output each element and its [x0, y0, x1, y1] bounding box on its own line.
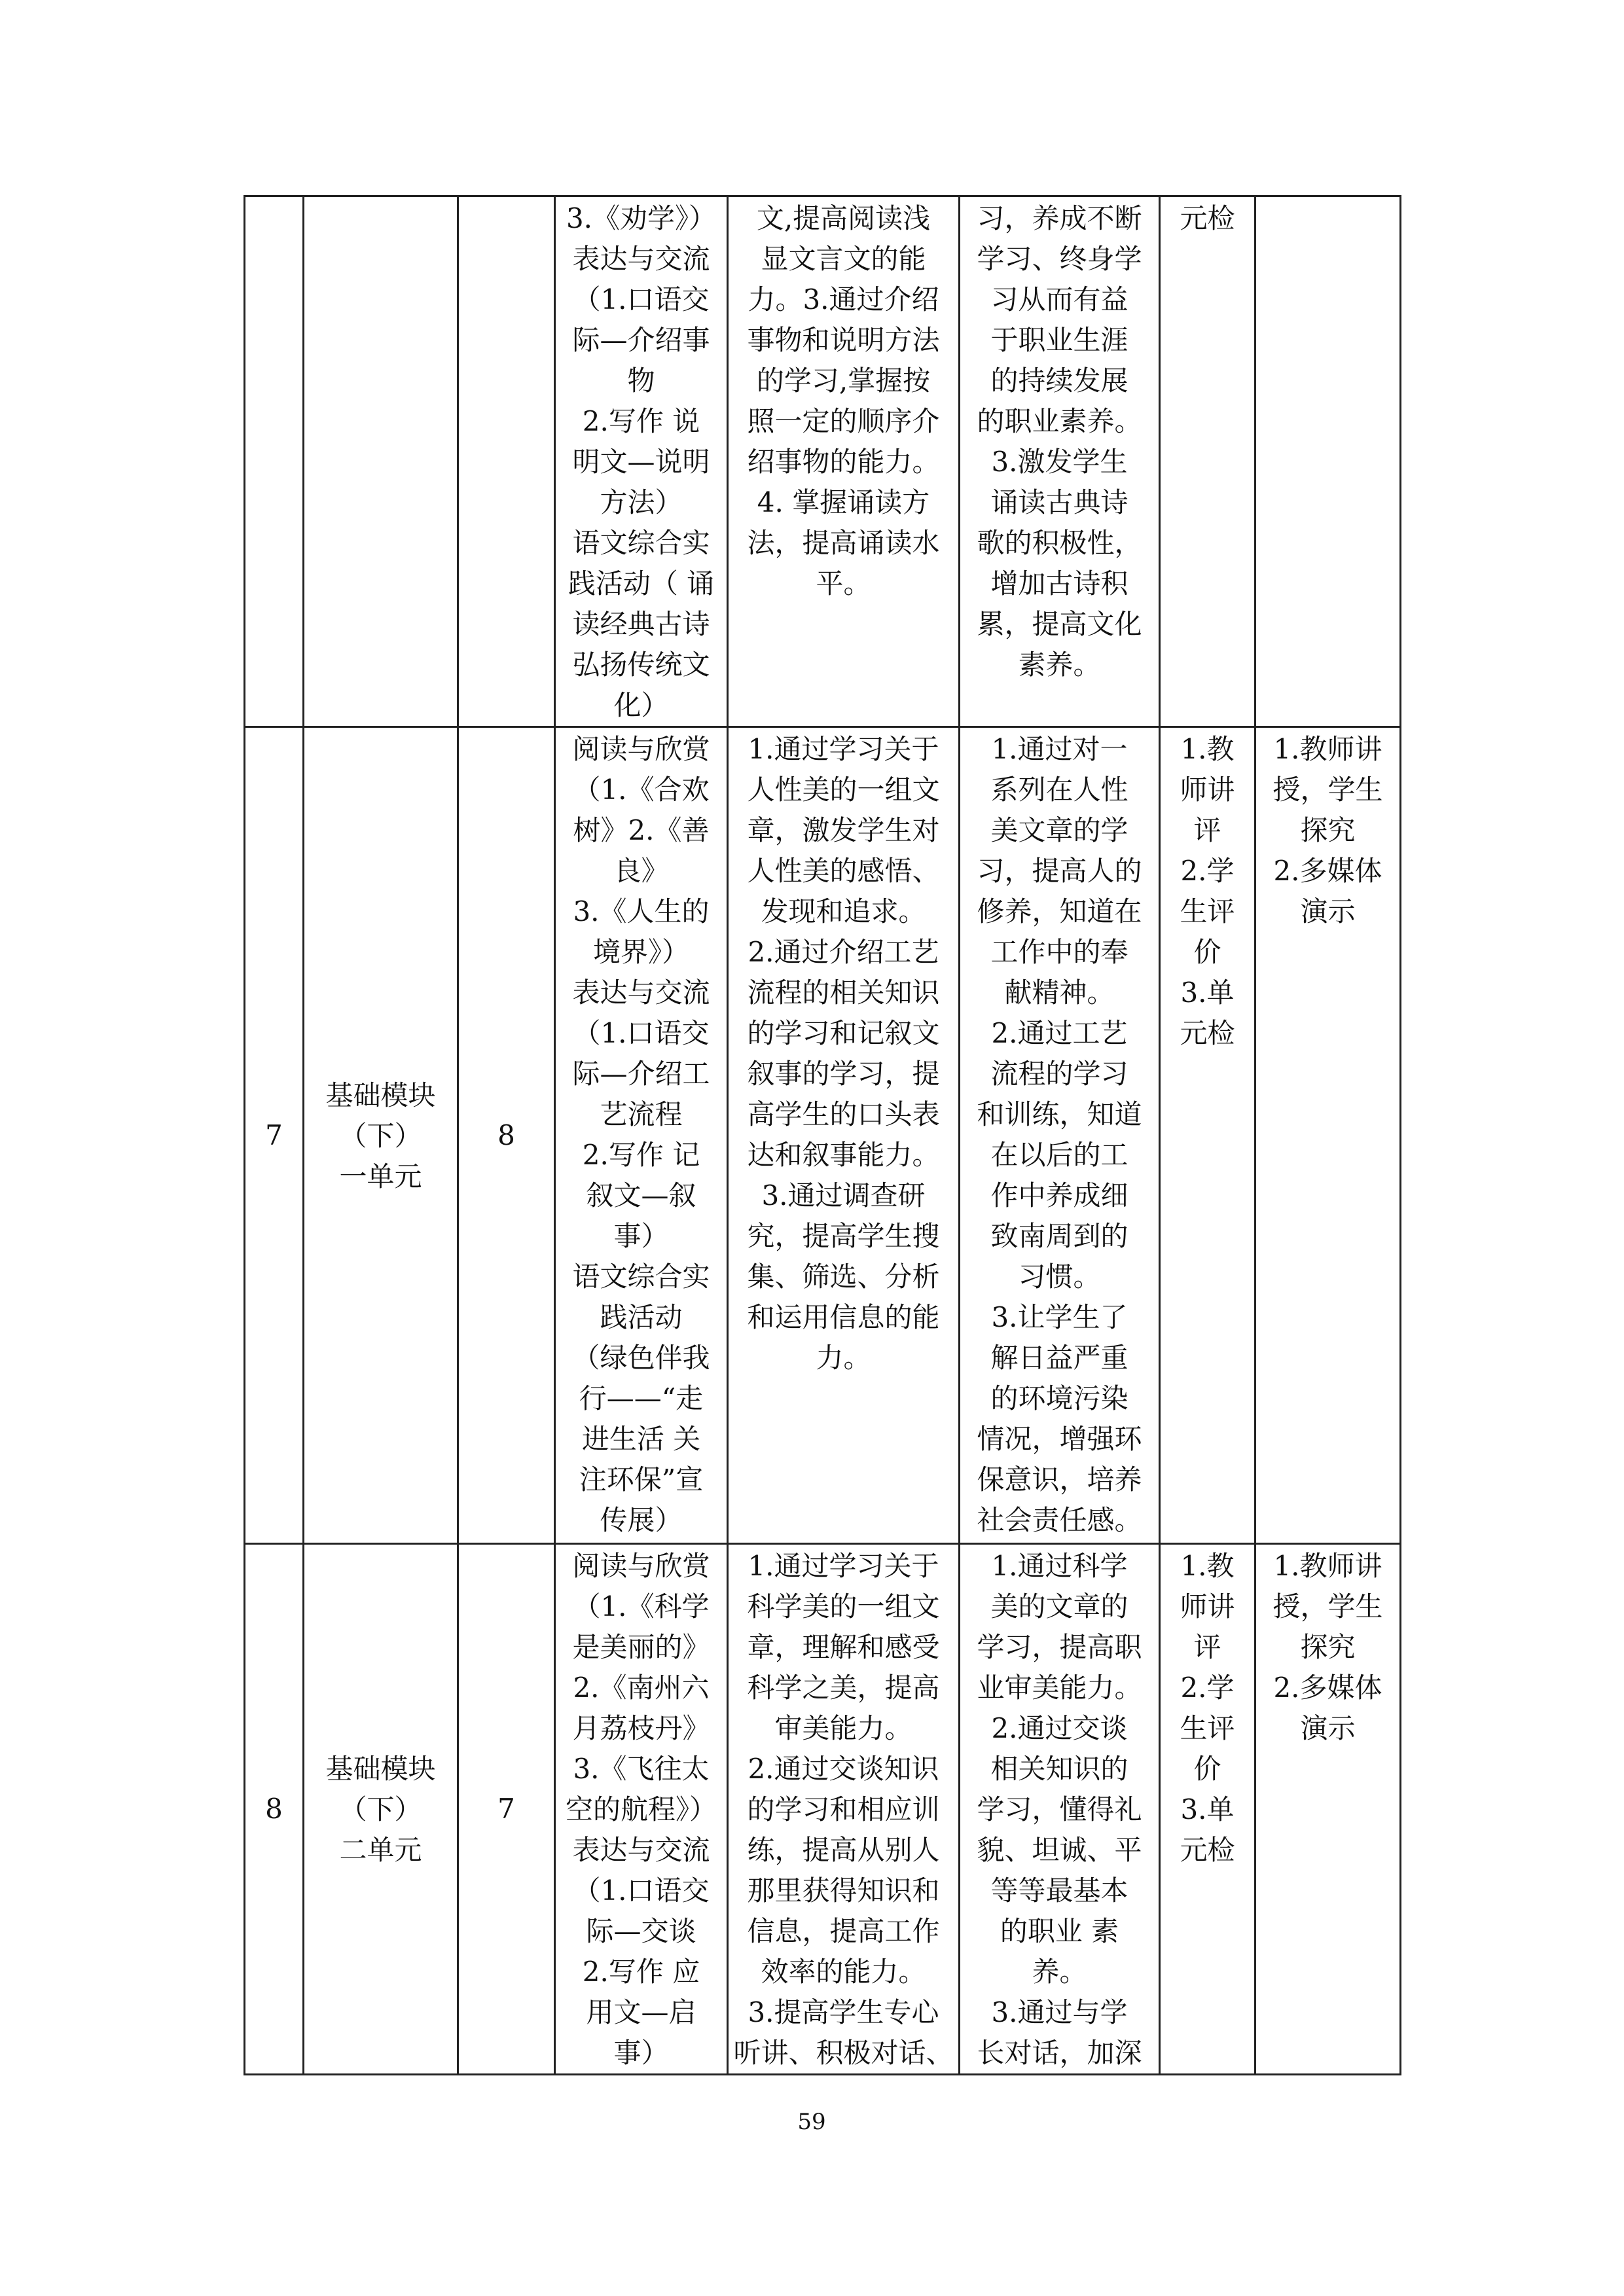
curriculum-table [244, 195, 1401, 2075]
assessment-cell [1160, 1544, 1255, 2075]
cell-line: 效率的能力。 [761, 1956, 926, 1988]
cell-line: 3.单 [1180, 1793, 1235, 1825]
cell-line: （1.《合欢 [573, 774, 710, 806]
cell-line: 学习，懂得礼 [977, 1793, 1142, 1825]
cell-line: 学习、终身学 [977, 243, 1142, 275]
cell-line: 增加古诗积 [990, 567, 1128, 600]
cell-line: （1.口语交 [573, 1874, 710, 1907]
cell-line: 探究 [1300, 1631, 1356, 1663]
cell-line: 价 [1193, 936, 1221, 968]
module-cell [304, 1544, 458, 2075]
cell-line: 学习，提高职 [977, 1631, 1142, 1663]
cell-line: 艺流程 [600, 1098, 683, 1130]
cell-line: 传展） [600, 1504, 683, 1536]
cell-line: 2.学 [1180, 1672, 1235, 1704]
cell-line: 弘扬传统文 [572, 649, 710, 681]
cell-line: 1.通过对一 [991, 733, 1128, 765]
cell-line: 习，养成不断 [977, 202, 1142, 234]
cell-line: 读经典古诗 [572, 608, 710, 640]
cell-line: 1.通过学习关于 [748, 733, 939, 765]
cell-line: 平。 [816, 567, 871, 600]
cell-line: 3.单 [1180, 977, 1235, 1009]
cell-line: 生评 [1180, 1712, 1235, 1744]
content-cell [555, 727, 728, 1544]
cell-line: 文,提高阅读浅 [756, 202, 931, 234]
cell-line: 事物和说明方法 [747, 324, 940, 356]
cell-line: 发现和追求。 [761, 895, 926, 927]
cell-line: 3.《飞往太 [573, 1753, 710, 1785]
cell-line: 元检 [1180, 1017, 1235, 1049]
cell-line: 相关知识的 [990, 1753, 1128, 1785]
cell-line: 良》 [613, 855, 669, 887]
cell-line: 社会责任感。 [977, 1504, 1142, 1536]
cell-line: 高学生的口头表 [747, 1098, 940, 1130]
cell-line: 美的文章的 [990, 1590, 1128, 1623]
cell-line: 践活动（ 诵 [568, 567, 715, 600]
cell-line: 元检 [1180, 1834, 1235, 1866]
cell-line: 际—交谈 [586, 1915, 696, 1947]
cell-line: 元检 [1180, 202, 1235, 234]
cell-line: 力。 [816, 1342, 871, 1374]
cell-line: 在以后的工 [990, 1139, 1128, 1171]
cell-line: 2.通过交谈知识 [748, 1753, 939, 1785]
cell-line: 1.通过科学 [991, 1550, 1128, 1582]
hours-cell [458, 1544, 555, 2075]
module-cell [304, 727, 458, 1544]
cell-line: 美文章的学 [990, 814, 1128, 846]
cell-line: 照一定的顺序介 [747, 405, 940, 437]
row-number-cell [245, 1544, 304, 2075]
hours-cell [458, 727, 555, 1544]
method-lines [1256, 1545, 1399, 1749]
cell-line: 科学之美，提高 [747, 1672, 940, 1704]
cell-line: 阅读与欣赏 [572, 733, 710, 765]
cell-line: 等等最基本 [990, 1874, 1128, 1907]
cell-line: 累，提高文化 [977, 608, 1142, 640]
cell-line: 际—介绍工 [572, 1058, 710, 1090]
cell-line: 系列在人性 [990, 774, 1128, 806]
cell-line: 业审美能力。 [977, 1672, 1142, 1704]
cell-line: 际—介绍事 [572, 324, 710, 356]
content-lines [556, 728, 727, 1541]
cell-line: 空的航程》） [565, 1793, 717, 1825]
cell-line: 和运用信息的能 [747, 1301, 940, 1333]
assessment-lines [1161, 197, 1254, 239]
cell-line: 2.通过工艺 [991, 1017, 1128, 1049]
cell-line: 练，提高从别人 [747, 1834, 940, 1866]
cell-line: 探究 [1300, 814, 1356, 846]
cell-line: 流程的学习 [990, 1058, 1128, 1090]
method-lines [1256, 197, 1399, 198]
cell-line: 1.教 [1180, 733, 1235, 765]
ability-goal-cell [728, 727, 960, 1544]
row-number-cell [245, 727, 304, 1544]
cell-line: 2.通过交谈 [991, 1712, 1128, 1744]
cell-line: 1.通过学习关于 [748, 1550, 939, 1582]
cell-line: 生评 [1180, 895, 1235, 927]
cell-line: 评 [1193, 1631, 1221, 1663]
cell-line: 价 [1193, 1753, 1221, 1785]
cell-line: 树》2.《善 [573, 814, 710, 846]
cell-line: 集、筛选、分析 [747, 1261, 940, 1293]
cell-line: （1.口语交 [573, 283, 710, 315]
cell-line: 叙文—叙 [586, 1179, 696, 1211]
quality-goal-cell [960, 727, 1160, 1544]
cell-line: 歌的积极性， [977, 527, 1142, 559]
content-lines [556, 197, 727, 726]
cell-line: 法，提高诵读水 [747, 527, 940, 559]
cell-line: 注环保”宣 [579, 1463, 704, 1496]
table-row [245, 1544, 1401, 2075]
cell-line: 人性美的感悟、 [747, 855, 940, 887]
content-cell [555, 196, 728, 727]
cell-line: 2.写作 记 [582, 1139, 700, 1171]
cell-line: 事） [613, 2037, 669, 2069]
cell-line: 2.多媒体 [1273, 855, 1382, 887]
cell-line: 章，理解和感受 [747, 1631, 940, 1663]
assessment-lines [1161, 1545, 1254, 1871]
quality-goal-lines [960, 197, 1159, 685]
cell-line: 于职业生涯 [990, 324, 1128, 356]
cell-line: 用文—启 [586, 1996, 696, 2028]
cell-line: 流程的相关知识 [747, 977, 940, 1009]
cell-line: 3.提高学生专心 [748, 1996, 939, 2028]
cell-line: 保意识，培养 [977, 1463, 1142, 1496]
cell-line: 修养，知道在 [977, 895, 1142, 927]
cell-line: 2.通过介绍工艺 [748, 936, 939, 968]
cell-line: 3.《劝学》） [566, 202, 717, 234]
cell-line: 3.激发学生 [991, 446, 1128, 478]
module-lines [304, 461, 457, 462]
ability-goal-lines [729, 728, 958, 1378]
table-row [245, 727, 1401, 1544]
cell-line: 事） [613, 1220, 669, 1252]
cell-line: 表达与交流 [572, 1834, 710, 1866]
cell-line: 行——“走 [579, 1382, 704, 1414]
cell-line: 演示 [1300, 1712, 1356, 1744]
assessment-lines [1161, 728, 1254, 1054]
cell-line: 情况，增强环 [977, 1423, 1142, 1455]
cell-line: 那里获得知识和 [747, 1874, 940, 1907]
cell-line: （绿色伴我 [572, 1342, 710, 1374]
module-lines [304, 1074, 457, 1197]
cell-line: （1.《科学 [573, 1590, 710, 1623]
method-cell [1255, 727, 1401, 1544]
cell-line: 审美能力。 [774, 1712, 912, 1744]
hours: 7 [497, 1793, 515, 1825]
row-number: 7 [265, 1119, 283, 1151]
cell-line: 3.《人生的 [573, 895, 710, 927]
cell-line: 科学美的一组文 [747, 1590, 940, 1623]
cell-line: 的持续发展 [990, 365, 1128, 397]
cell-line: 人性美的一组文 [747, 774, 940, 806]
cell-line: 力。3.通过介绍 [748, 283, 939, 315]
cell-line: 语文综合实 [572, 527, 710, 559]
ability-goal-cell [728, 1544, 960, 2075]
cell-line: （1.口语交 [573, 1017, 710, 1049]
cell-line: 1.教师讲 [1273, 733, 1382, 765]
content-cell [555, 1544, 728, 2075]
cell-line: 月荔枝丹》 [572, 1712, 710, 1744]
cell-line: 3.通过与学 [991, 1996, 1128, 2028]
method-cell [1255, 1544, 1401, 2075]
hours: 8 [497, 1119, 515, 1151]
table-body [245, 196, 1401, 2075]
cell-line: 的职业素养。 [977, 405, 1142, 437]
cell-line: 进生活 关 [581, 1423, 701, 1455]
cell-line: 3.通过调查研 [761, 1179, 926, 1211]
quality-goal-cell [960, 196, 1160, 727]
cell-line: 明文—说明 [572, 446, 710, 478]
cell-line: 献精神。 [1004, 977, 1115, 1009]
cell-line: 和训练，知道 [977, 1098, 1142, 1130]
cell-line: 二单元 [339, 1834, 422, 1866]
cell-line: 一单元 [339, 1160, 422, 1193]
cell-line: 工作中的奉 [990, 936, 1128, 968]
row-number: 8 [265, 1793, 283, 1825]
cell-line: 授，学生 [1272, 1590, 1383, 1623]
cell-line: 听讲、积极对话、 [733, 2037, 954, 2069]
cell-line: 基础模块 [325, 1079, 436, 1111]
cell-line: 习从而有益 [990, 283, 1128, 315]
cell-line: 师讲 [1180, 774, 1235, 806]
quality-goal-lines [960, 728, 1159, 1541]
module-cell [304, 196, 458, 727]
cell-line: 语文综合实 [572, 1261, 710, 1293]
cell-line: 2.学 [1180, 855, 1235, 887]
cell-line: 章，激发学生对 [747, 814, 940, 846]
cell-line: 诵读古典诗 [990, 486, 1128, 518]
ability-goal-lines [729, 1545, 958, 2073]
cell-line: （下） [339, 1119, 422, 1152]
cell-line: 演示 [1300, 895, 1356, 927]
quality-goal-cell [960, 1544, 1160, 2075]
cell-line: 致南周到的 [990, 1220, 1128, 1252]
cell-line: 师讲 [1180, 1590, 1235, 1623]
cell-line: 表达与交流 [572, 977, 710, 1009]
cell-line: 的环境污染 [990, 1382, 1128, 1414]
ability-goal-lines [729, 197, 958, 604]
cell-line: 2.写作 应 [582, 1956, 700, 1988]
cell-line: 2.多媒体 [1273, 1672, 1382, 1704]
cell-line: 貌、坦诚、平 [977, 1834, 1142, 1866]
cell-line: 作中养成细 [990, 1179, 1128, 1211]
cell-line: 素养。 [1018, 649, 1101, 681]
cell-line: 是美丽的》 [572, 1631, 710, 1663]
cell-line: 习惯。 [1018, 1261, 1101, 1293]
assessment-cell [1160, 727, 1255, 1544]
table-row [245, 196, 1401, 727]
cell-line: 方法） [600, 486, 683, 518]
cell-line: 化） [613, 689, 669, 721]
assessment-cell [1160, 196, 1255, 727]
cell-line: 3.让学生了 [991, 1301, 1128, 1333]
ability-goal-cell [728, 196, 960, 727]
cell-line: 习，提高人的 [977, 855, 1142, 887]
cell-line: 养。 [1032, 1956, 1087, 1988]
cell-line: 的职业 素 [1000, 1915, 1119, 1947]
cell-line: 2.《南州六 [573, 1672, 710, 1704]
cell-line: 绍事物的能力。 [747, 446, 940, 478]
cell-line: 1.教师讲 [1273, 1550, 1382, 1582]
cell-line: 叙事的学习，提 [747, 1058, 940, 1090]
cell-line: 物 [627, 365, 655, 397]
cell-line: 长对话，加深 [977, 2037, 1142, 2069]
cell-line: 1.教 [1180, 1550, 1235, 1582]
cell-line: 达和叙事能力。 [747, 1139, 940, 1171]
quality-goal-lines [960, 1545, 1159, 2073]
content-lines [556, 1545, 727, 2073]
cell-line: （下） [339, 1793, 422, 1825]
cell-line: 基础模块 [325, 1753, 436, 1785]
cell-line: 授，学生 [1272, 774, 1383, 806]
cell-line: 信息，提高工作 [747, 1915, 940, 1947]
method-lines [1256, 728, 1399, 932]
cell-line: 4. 掌握诵读方 [757, 486, 930, 518]
cell-line: 的学习和记叙文 [747, 1017, 940, 1049]
method-cell [1255, 196, 1401, 727]
cell-line: 解日益严重 [990, 1342, 1128, 1374]
row-number-cell [245, 196, 304, 727]
cell-line: 践活动 [600, 1301, 683, 1333]
cell-line: 的学习,掌握按 [756, 365, 931, 397]
cell-line: 显文言文的能 [761, 243, 926, 275]
cell-line: 究，提高学生搜 [747, 1220, 940, 1252]
module-lines [304, 1748, 457, 1871]
cell-line: 表达与交流 [572, 243, 710, 275]
page-number: 59 [797, 2109, 826, 2135]
cell-line: 境界》） [592, 936, 689, 968]
cell-line: 评 [1193, 814, 1221, 846]
cell-line: 阅读与欣赏 [572, 1550, 710, 1582]
cell-line: 的学习和相应训 [747, 1793, 940, 1825]
hours-cell [458, 196, 555, 727]
cell-line: 2.写作 说 [582, 405, 700, 437]
